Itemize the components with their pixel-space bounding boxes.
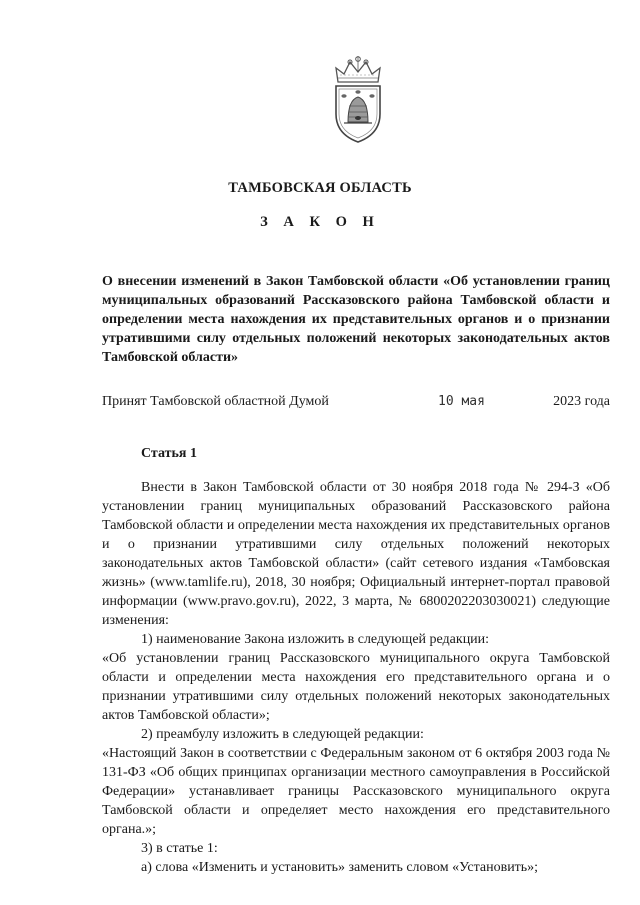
article-paragraph: 2) преамбулу изложить в следующей редакции: [141, 727, 424, 742]
article-paragraph: а) слова «Изменить и установить» заменить словом «Установить»; [141, 860, 539, 875]
adoption-date: 10 мая [438, 394, 485, 409]
article-paragraph: 3) в статье 1: [141, 841, 218, 856]
document-type: З А К О Н [260, 214, 380, 230]
region-name: ТАМБОВСКАЯ ОБЛАСТЬ [228, 180, 412, 196]
law-title: О внесении изменений в Закон Тамбовской области «Об установлении границ муниципальных образований Рассказовского района Тамбовской области и определении места нахождения их представительных органов и о признании утратившими силу отдельных положений некоторых законодательных актов Тамбовской области» [102, 274, 610, 365]
article-body [102, 478, 610, 877]
adoption-label: Принят Тамбовской областной Думой [102, 394, 329, 409]
article-paragraph: «Об установлении границ Рассказовского муниципального округа Тамбовской области и определении места нахождения его представительного органа и о признании утратившими силу отдельных положений некоторых законодательных актов Тамбовской области»; [102, 651, 610, 723]
coat-of-arms-icon [326, 56, 390, 144]
article-title: Статья 1 [141, 446, 197, 461]
article-paragraph: 1) наименование Закона изложить в следующей редакции: [141, 632, 490, 647]
adoption-line [102, 394, 610, 414]
adoption-year: 2023 года [553, 394, 610, 409]
article-paragraph: «Настоящий Закон в соответствии с Федеральным законом от 6 октября 2003 года № 131-ФЗ «Об общих принципах организации местного самоуправления в Российской Федерации» устанавливает границы Рассказовского муниципального округа Тамбовской области и определяет место нахождения его представительного органа.»; [102, 746, 610, 837]
article-paragraph: Внести в Закон Тамбовской области от 30 ноября 2018 года № 294-З «Об установлении границ муниципальных образований Рассказовского района Тамбовской области и определении места нахождения их представительных органов и о признании утратившими силу отдельных положений некоторых законодательных актов Тамбовской области» (сайт сетевого издания «Тамбовская жизнь» (www.tamlife.ru), 2018, 30 ноября; Официальный интернет-портал правовой информации (www.pravo.gov.ru), 2022, 3 марта, № 6800202203030021) следующие изменения: [102, 480, 610, 628]
